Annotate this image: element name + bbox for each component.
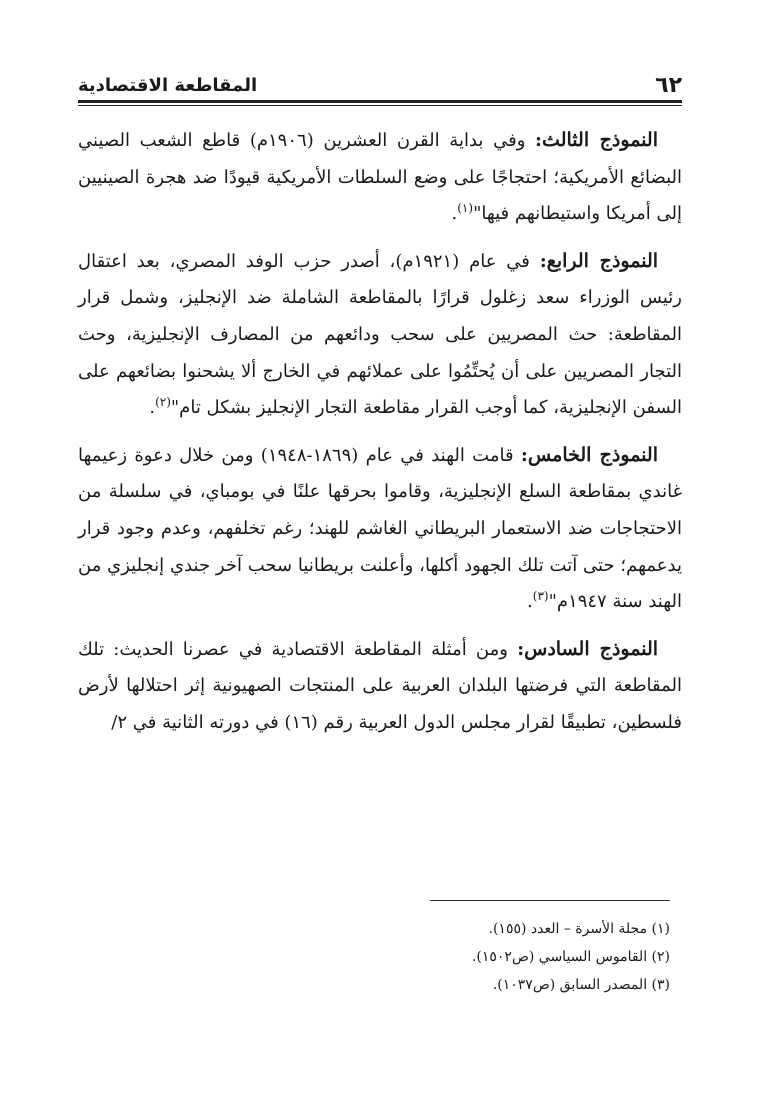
page-header [78,60,682,100]
footnote-item: (١) مجلة الأسرة – العدد (١٥٥). [488,921,670,937]
footnote-rule [430,900,670,901]
paragraph-tail: . [527,591,533,613]
paragraph-lead: النموذج الخامس: [520,443,658,466]
footnote-ref: (٢) [155,395,171,410]
paragraph-model-5 [78,437,682,621]
paragraph-text: ومن أمثلة المقاطعة الاقتصادية في عصرنا الحديث: تلك المقاطعة التي فرضتها البلدان العربية على المنتجات الصهيونية إثر احتلالها لأرض فلسطين، تطبيقًا لقرار مجلس الدول العربية رقم (١٦) في دورته الثانية في ٢/ [78,638,682,733]
paragraph-text: وفي بداية القرن العشرين (١٩٠٦م) قاطع الشعب الصيني البضائع الأمريكية؛ احتجاجًا على وضع السلطات الأمريكية قيودًا ضد هجرة الصينيين إلى أمريكا واستيطانهم فيها" [78,130,682,225]
paragraph-lead: النموذج الرابع: [539,249,659,272]
paragraph-model-3 [78,122,682,233]
footnote-ref: (٣) [532,589,549,604]
body-text [78,122,682,752]
paragraph-lead: النموذج السادس: [517,637,659,660]
paragraph-lead: النموذج الثالث: [535,129,658,151]
footnote-ref: (١) [457,201,474,216]
paragraph-text: في عام (١٩٢١م)، أصدر حزب الوفد المصري، بعد اعتقال رئيس الوزراء سعد زغلول قرارًا بالمقاطعة الشاملة ضد الإنجليز، وشمل قرار المقاطعة: حث المصريين على سحب ودائعهم من المصارف الإنجليزية، وحث التجار المصريين على أن يُحتِّمُوا على عملائهم في الخارج ألا يشحنوا بضائعهم على السفن الإنجليزية، كما أوجب القرار مقاطعة التجار الإنجليز بشكل تام" [78,250,682,419]
page-number: ٦٢ [655,73,682,98]
footnotes [78,915,670,999]
footnote-item: (٣) المصدر السابق (ص١٠٣٧). [492,977,670,993]
paragraph-text: قامت الهند في عام (١٨٦٩-١٩٤٨) ومن خلال دعوة زعيمها غاندي بمقاطعة السلع الإنجليزية، وقاموا بحرقها علنًا في بومباي، في سلسلة من الاحتجاجات ضد الاستعمار البريطاني الغاشم للهند؛ رغم تخلفهم، وعدم وجود قرار يدعمهم؛ حتى آتت تلك الجهود أكلها، وأعلنت بريطانيا سحب آخر جندي إنجليزي من الهند سنة ١٩٤٧م" [78,444,682,613]
paragraph-tail: . [149,397,156,419]
paragraph-model-6 [78,631,682,742]
paragraph-model-4 [78,243,682,427]
paragraph-tail: . [451,203,458,225]
footnote-item: (٢) القاموس السياسي (ص١٥٠٢). [471,949,670,965]
running-title: المقاطعة الاقتصادية [78,75,258,96]
header-rule [78,100,682,103]
